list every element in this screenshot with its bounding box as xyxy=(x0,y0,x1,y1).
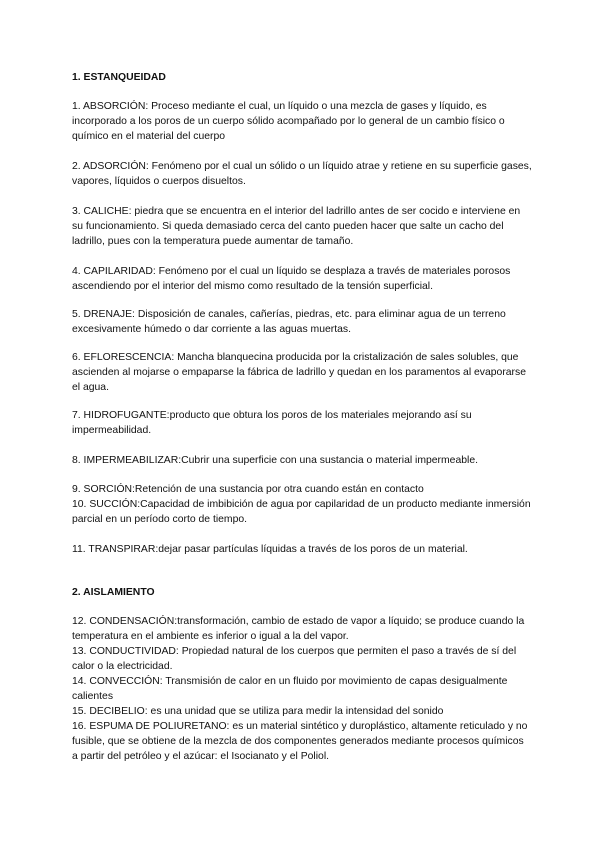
definition-transpirar: 11. TRANSPIRAR:dejar pasar partículas líquidas a través de los poros de un material. xyxy=(72,544,468,555)
section-heading-estanqueidad: 1. ESTANQUEIDAD xyxy=(72,72,166,83)
definition-conveccion: 14. CONVECCIÓN: Transmisión de calor en un fluido por movimiento de capas desigualmente calientes xyxy=(72,676,508,702)
definition-hidrofugante: 7. HIDROFUGANTE:producto que obtura los poros de los materiales mejorando así su impermeabilidad. xyxy=(72,410,472,436)
definition-adsorcion: 2. ADSORCIÓN: Fenómeno por el cual un sólido o un líquido atrae y retiene en su superficie gases, vapores, líquidos o cuerpos disueltos. xyxy=(72,161,532,187)
definition-absorcion: 1. ABSORCIÓN: Proceso mediante el cual, un líquido o una mezcla de gases y líquido, es incorporado a los poros de un cuerpo sólido acompañado por lo general de un cambio físico o químico en el material del cuerpo xyxy=(72,101,505,142)
definition-conductividad: 13. CONDUCTIVIDAD: Propiedad natural de los cuerpos que permiten el paso a través de sí del calor o la electricidad. xyxy=(72,646,517,672)
definition-capilaridad: 4. CAPILARIDAD: Fenómeno por el cual un líquido se desplaza a través de materiales porosos ascendiendo por el interior del mismo como resultado de la tensión superficial. xyxy=(72,266,511,292)
definition-eflorescencia: 6. EFLORESCENCIA: Mancha blanquecina producida por la cristalización de sales solubles, que ascienden al mojarse o empaparse la fábrica de ladrillo y quedan en los paramentos al evaporarse el agua. xyxy=(72,352,526,393)
definition-drenaje: 5. DRENAJE: Disposición de canales, cañerías, piedras, etc. para eliminar agua de un terreno excesivamente húmedo o dar corriente a las aguas muertas. xyxy=(72,309,506,335)
definition-impermeabilizar: 8. IMPERMEABILIZAR:Cubrir una superficie con una sustancia o material impermeable. xyxy=(72,455,478,466)
definition-succion: 10. SUCCIÓN:Capacidad de imbibición de agua por capilaridad de un producto mediante inmersión parcial en un período corto de tiempo. xyxy=(72,499,531,525)
definition-decibelio: 15. DECIBELIO: es una unidad que se utiliza para medir la intensidad del sonido xyxy=(72,706,444,717)
definition-condensacion: 12. CONDENSACIÓN:transformación, cambio de estado de vapor a líquido; se produce cuando la temperatura en el ambiente es inferior o igual a la del vapor. xyxy=(72,616,525,642)
definition-caliche: 3. CALICHE: piedra que se encuentra en el interior del ladrillo antes de ser cocido e interviene en su funcionamiento. Si queda demasiado cerca del canto pueden hacer que salte un cacho del ladrillo, pues con la temperatura puede aumentar de tamaño. xyxy=(72,206,521,247)
section-heading-aislamiento: 2. AISLAMIENTO xyxy=(72,587,155,598)
definition-sorcion: 9. SORCIÓN:Retención de una sustancia por otra cuando están en contacto xyxy=(72,484,424,495)
definition-espuma-poliuretano: 16. ESPUMA DE POLIURETANO: es un material sintético y duroplástico, altamente reticulado y no fusible, que se obtiene de la mezcla de dos componentes generados mediante procesos químicos a partir del petróleo y el azúcar: el Isocianato y el Poliol. xyxy=(72,721,528,762)
